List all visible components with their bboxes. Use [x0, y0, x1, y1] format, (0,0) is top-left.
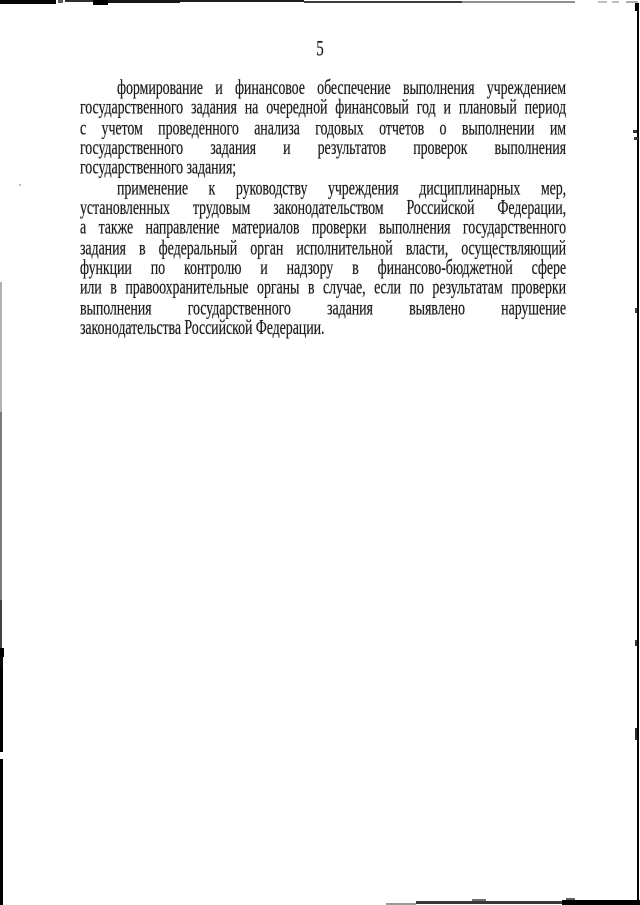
scan-mark — [0, 0, 56, 4]
body-text — [80, 79, 566, 339]
scan-mark — [65, 0, 93, 2]
scan-mark — [598, 1, 607, 3]
text-line: государственного задания и результатов проверок выполнения — [80, 137, 566, 161]
scan-mark — [19, 184, 21, 186]
scan-mark — [637, 11, 639, 905]
scan-mark — [0, 412, 2, 600]
text-line: законодательства Российской Федерации. — [80, 317, 325, 341]
text-line: а также направление материалов проверки выполнения государственного — [80, 217, 566, 241]
scan-mark — [0, 648, 4, 657]
scan-mark — [635, 3, 639, 11]
text-line: государственного задания на очередной финансовый год и плановый период — [80, 97, 566, 121]
page-number: 5 — [316, 37, 324, 62]
scan-mark — [0, 759, 3, 905]
text-line: применение к руководству учреждения дисциплинарных мер, — [117, 177, 566, 201]
paragraph-1 — [80, 79, 566, 179]
scan-mark — [0, 667, 3, 752]
scan-mark — [635, 308, 637, 313]
text-line: государственного задания; — [80, 157, 237, 181]
scan-mark — [472, 899, 486, 901]
text-line: установленных трудовым законодательством Российской Федерации, — [80, 197, 566, 221]
scan-mark — [180, 0, 304, 2]
scan-mark — [635, 640, 637, 646]
scan-mark — [462, 1, 575, 3]
scan-mark — [612, 1, 619, 3]
scan-mark — [93, 0, 108, 5]
scan-mark — [566, 898, 575, 900]
scan-mark — [108, 0, 180, 3]
scan-mark — [0, 282, 2, 412]
scan-mark — [416, 901, 562, 904]
scan-mark — [634, 137, 638, 140]
scan-mark — [0, 600, 2, 648]
scan-mark — [0, 657, 3, 667]
scan-mark — [58, 0, 63, 3]
scan-mark — [304, 1, 462, 3]
text-line: формирование и финансовое обеспечение выполнения учреждением — [117, 77, 566, 100]
paragraph-2 — [80, 179, 566, 339]
text-line: выполнения государственного задания выявлено нарушение — [80, 297, 566, 321]
text-line: задания в федеральный орган исполнительной власти, осуществляющий — [80, 237, 566, 261]
scan-mark — [633, 130, 637, 133]
scan-mark — [635, 728, 637, 740]
scan-mark — [562, 900, 640, 905]
text-line: функции по контролю и надзору в финансово-бюджетной сфере — [80, 257, 566, 281]
text-line: с учетом проведенного анализа годовых отчетов о выполнении им — [80, 117, 566, 141]
text-line: или в правоохранительные органы в случае, если по результатам проверки — [80, 277, 566, 301]
